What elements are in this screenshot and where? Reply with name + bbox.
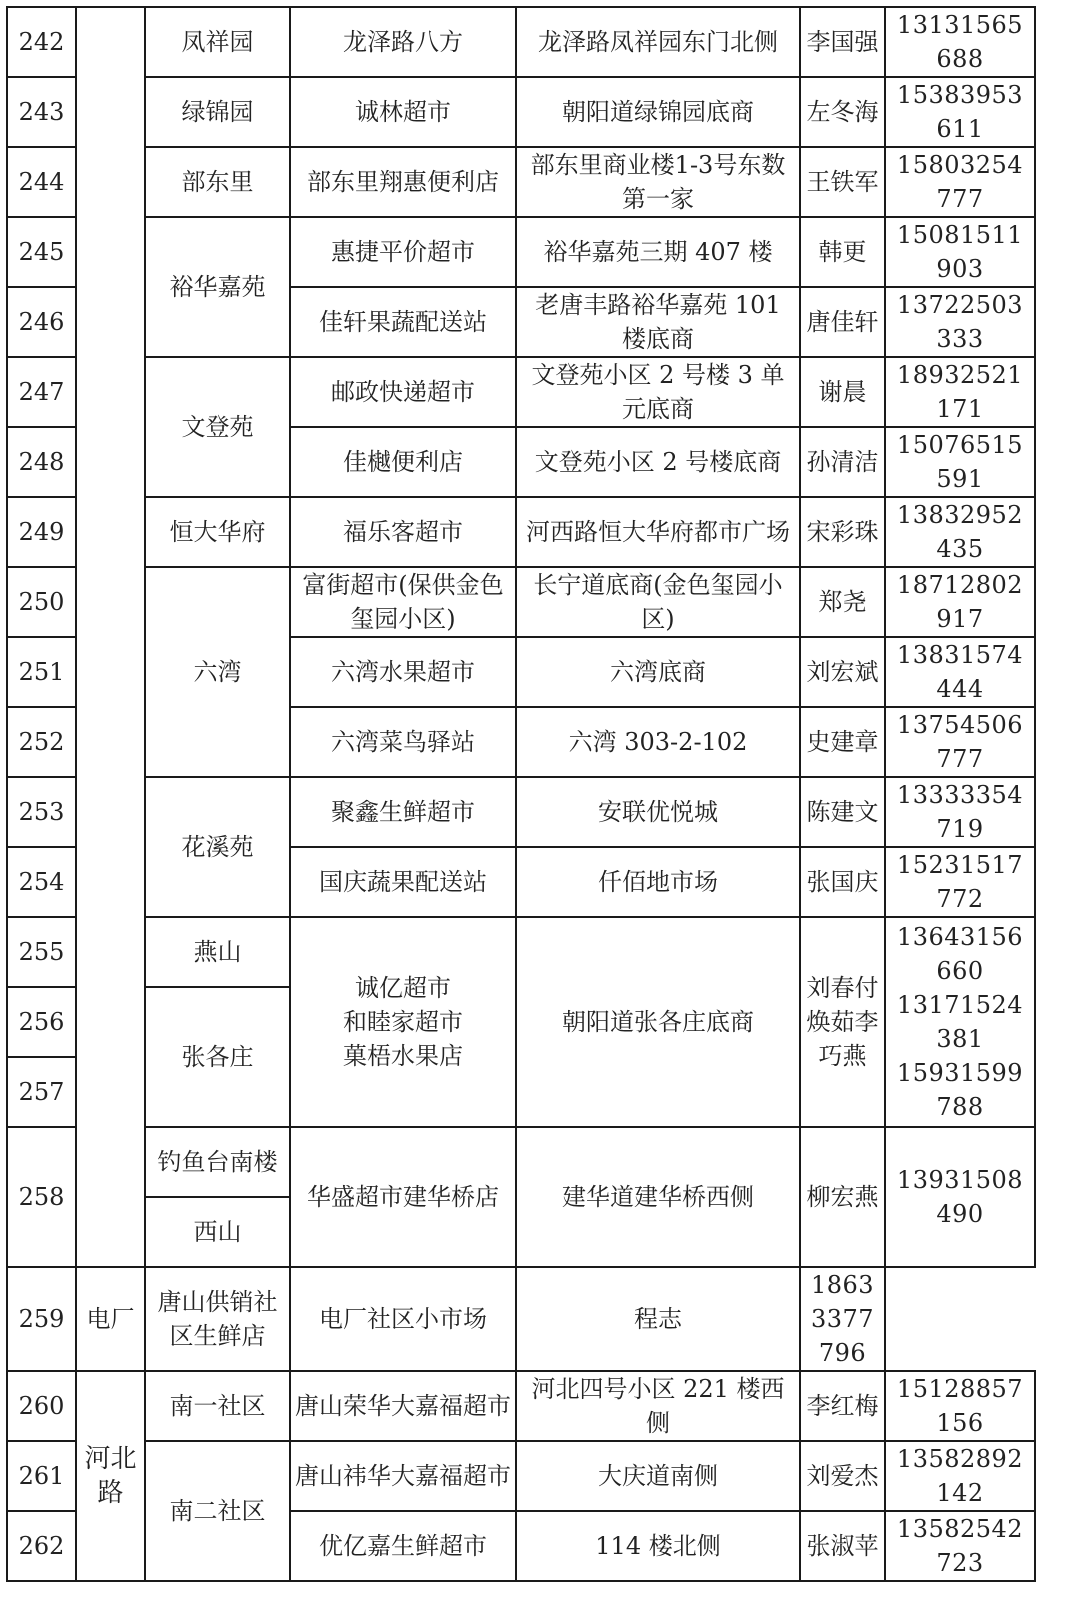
- community-cell: 南二社区: [145, 1441, 290, 1581]
- address-cell: 仟佰地市场: [516, 847, 800, 917]
- contact-cell: 谢晨: [800, 357, 885, 427]
- phone-line: 13171524381: [896, 991, 1024, 1053]
- phone-cell: 13722503333: [885, 287, 1035, 357]
- store-cell: 华盛超市建华桥店: [290, 1127, 516, 1267]
- contact-cell: 李国强: [800, 7, 885, 77]
- row-number: 257: [7, 1057, 76, 1127]
- store-cell: 唐山荣华大嘉福超市: [290, 1371, 516, 1441]
- phone-cell: 15076515591: [885, 427, 1035, 497]
- table-row: [7, 357, 1035, 427]
- community-cell: 西山: [145, 1197, 290, 1267]
- row-number: 249: [7, 497, 76, 567]
- contact-cell: 陈建文: [800, 777, 885, 847]
- contact-cell: 张淑苹: [800, 1511, 885, 1581]
- address-cell: 老唐丰路裕华嘉苑 101 楼底商: [516, 287, 800, 357]
- contact-cell: 唐佳轩: [800, 287, 885, 357]
- phone-cell: 13131565688: [885, 7, 1035, 77]
- row-number: 248: [7, 427, 76, 497]
- store-cell: [290, 917, 516, 1127]
- row-number: 255: [7, 917, 76, 987]
- row-number: 252: [7, 707, 76, 777]
- row-number: 250: [7, 567, 76, 637]
- store-cell: 邮政快递超市: [290, 357, 516, 427]
- contact-cell: 张国庆: [800, 847, 885, 917]
- contact-cell: 柳宏燕: [800, 1127, 885, 1267]
- contact-cell: 李红梅: [800, 1371, 885, 1441]
- store-cell: 部东里翔惠便利店: [290, 147, 516, 217]
- table-row: [7, 567, 1035, 637]
- phone-cell: 13831574444: [885, 637, 1035, 707]
- contact-cell: 刘宏斌: [800, 637, 885, 707]
- community-cell: 绿锦园: [145, 77, 290, 147]
- phone-cell: [885, 917, 1035, 1127]
- table-row: [7, 1371, 1035, 1441]
- address-cell: 电厂社区小市场: [290, 1267, 516, 1371]
- community-cell: 南一社区: [145, 1371, 290, 1441]
- store-cell: 唐山供销社区生鲜店: [145, 1267, 290, 1371]
- phone-cell: 18633377796: [800, 1267, 885, 1371]
- address-cell: 大庆道南侧: [516, 1441, 800, 1511]
- phone-cell: 13832952435: [885, 497, 1035, 567]
- row-number: 251: [7, 637, 76, 707]
- store-cell: 诚林超市: [290, 77, 516, 147]
- address-cell: 安联优悦城: [516, 777, 800, 847]
- store-cell: 六湾菜鸟驿站: [290, 707, 516, 777]
- phone-cell: 18932521171: [885, 357, 1035, 427]
- store-line: 诚亿超市: [355, 974, 451, 1002]
- community-cell: 张各庄: [145, 987, 290, 1127]
- phone-cell: 15803254777: [885, 147, 1035, 217]
- store-table: [6, 6, 1036, 1582]
- address-cell: 河北四号小区 221 楼西侧: [516, 1371, 800, 1441]
- table-row: [7, 497, 1035, 567]
- row-number: 254: [7, 847, 76, 917]
- row-number: 253: [7, 777, 76, 847]
- community-cell: 部东里: [145, 147, 290, 217]
- row-number: 245: [7, 217, 76, 287]
- contact-cell: 程志: [516, 1267, 800, 1371]
- community-cell: 燕山: [145, 917, 290, 987]
- table-row: [7, 147, 1035, 217]
- store-line: 和睦家超市: [343, 1008, 463, 1036]
- community-cell: 文登苑: [145, 357, 290, 497]
- community-cell: 恒大华府: [145, 497, 290, 567]
- community-cell: 凤祥园: [145, 7, 290, 77]
- address-cell: 六湾 303-2-102: [516, 707, 800, 777]
- row-number: 261: [7, 1441, 76, 1511]
- store-cell: 富街超市(保供金色玺园小区): [290, 567, 516, 637]
- table-row: [7, 1267, 1035, 1371]
- phone-cell: 18712802917: [885, 567, 1035, 637]
- table-row: [7, 77, 1035, 147]
- road-cell: [76, 7, 145, 1267]
- phone-cell: 15081511903: [885, 217, 1035, 287]
- store-cell: 佳轩果蔬配送站: [290, 287, 516, 357]
- phone-line: 13643156660: [896, 923, 1024, 985]
- address-cell: 龙泽路凤祥园东门北侧: [516, 7, 800, 77]
- community-cell: 电厂: [76, 1267, 145, 1371]
- phone-cell: 15128857156: [885, 1371, 1035, 1441]
- table-row: [7, 777, 1035, 847]
- contact-cell: 刘爱杰: [800, 1441, 885, 1511]
- address-cell: 长宁道底商(金色玺园小区): [516, 567, 800, 637]
- phone-cell: 15231517772: [885, 847, 1035, 917]
- address-cell: 部东里商业楼1-3号东数第一家: [516, 147, 800, 217]
- phone-cell: 13582892142: [885, 1441, 1035, 1511]
- row-number: 259: [7, 1267, 76, 1371]
- store-cell: 龙泽路八方: [290, 7, 516, 77]
- table-row: [7, 7, 1035, 77]
- phone-line: 15931599788: [896, 1059, 1024, 1121]
- address-cell: 114 楼北侧: [516, 1511, 800, 1581]
- row-number: 258: [7, 1127, 76, 1267]
- row-number: 242: [7, 7, 76, 77]
- table-row: [7, 1441, 1035, 1511]
- address-cell: 文登苑小区 2 号楼底商: [516, 427, 800, 497]
- store-cell: 福乐客超市: [290, 497, 516, 567]
- address-cell: 裕华嘉苑三期 407 楼: [516, 217, 800, 287]
- store-cell: 优亿嘉生鲜超市: [290, 1511, 516, 1581]
- table-row: [7, 217, 1035, 287]
- phone-cell: 13931508490: [885, 1127, 1035, 1267]
- phone-cell: 13333354719: [885, 777, 1035, 847]
- contact-cell: 史建章: [800, 707, 885, 777]
- address-cell: 朝阳道绿锦园底商: [516, 77, 800, 147]
- row-number: 260: [7, 1371, 76, 1441]
- row-number: 247: [7, 357, 76, 427]
- contact-cell: 郑尧: [800, 567, 885, 637]
- store-cell: 六湾水果超市: [290, 637, 516, 707]
- address-cell: 六湾底商: [516, 637, 800, 707]
- contact-cell: 孙清洁: [800, 427, 885, 497]
- community-cell: 六湾: [145, 567, 290, 777]
- store-cell: 惠捷平价超市: [290, 217, 516, 287]
- store-cell: 聚鑫生鲜超市: [290, 777, 516, 847]
- contact-cell: 宋彩珠: [800, 497, 885, 567]
- row-number: 244: [7, 147, 76, 217]
- address-cell: 建华道建华桥西侧: [516, 1127, 800, 1267]
- row-number: 243: [7, 77, 76, 147]
- contact-cell: 左冬海: [800, 77, 885, 147]
- contact-cell: 韩更: [800, 217, 885, 287]
- table-row: [7, 1127, 1035, 1197]
- address-cell: 朝阳道张各庄底商: [516, 917, 800, 1127]
- row-number: 246: [7, 287, 76, 357]
- community-cell: 裕华嘉苑: [145, 217, 290, 357]
- contact-cell: 王铁军: [800, 147, 885, 217]
- community-cell: 钓鱼台南楼: [145, 1127, 290, 1197]
- store-cell: 唐山祎华大嘉福超市: [290, 1441, 516, 1511]
- row-number: 262: [7, 1511, 76, 1581]
- store-cell: 国庆蔬果配送站: [290, 847, 516, 917]
- phone-cell: 13582542723: [885, 1511, 1035, 1581]
- phone-cell: 15383953611: [885, 77, 1035, 147]
- community-cell: 花溪苑: [145, 777, 290, 917]
- contact-cell: 刘春付焕茹李巧燕: [800, 917, 885, 1127]
- address-cell: 河西路恒大华府都市广场: [516, 497, 800, 567]
- address-cell: 文登苑小区 2 号楼 3 单元底商: [516, 357, 800, 427]
- road-cell: 河北路: [76, 1371, 145, 1581]
- table-row: [7, 917, 1035, 987]
- store-cell: 佳樾便利店: [290, 427, 516, 497]
- store-line: 菓梧水果店: [343, 1042, 463, 1070]
- phone-cell: 13754506777: [885, 707, 1035, 777]
- row-number: 256: [7, 987, 76, 1057]
